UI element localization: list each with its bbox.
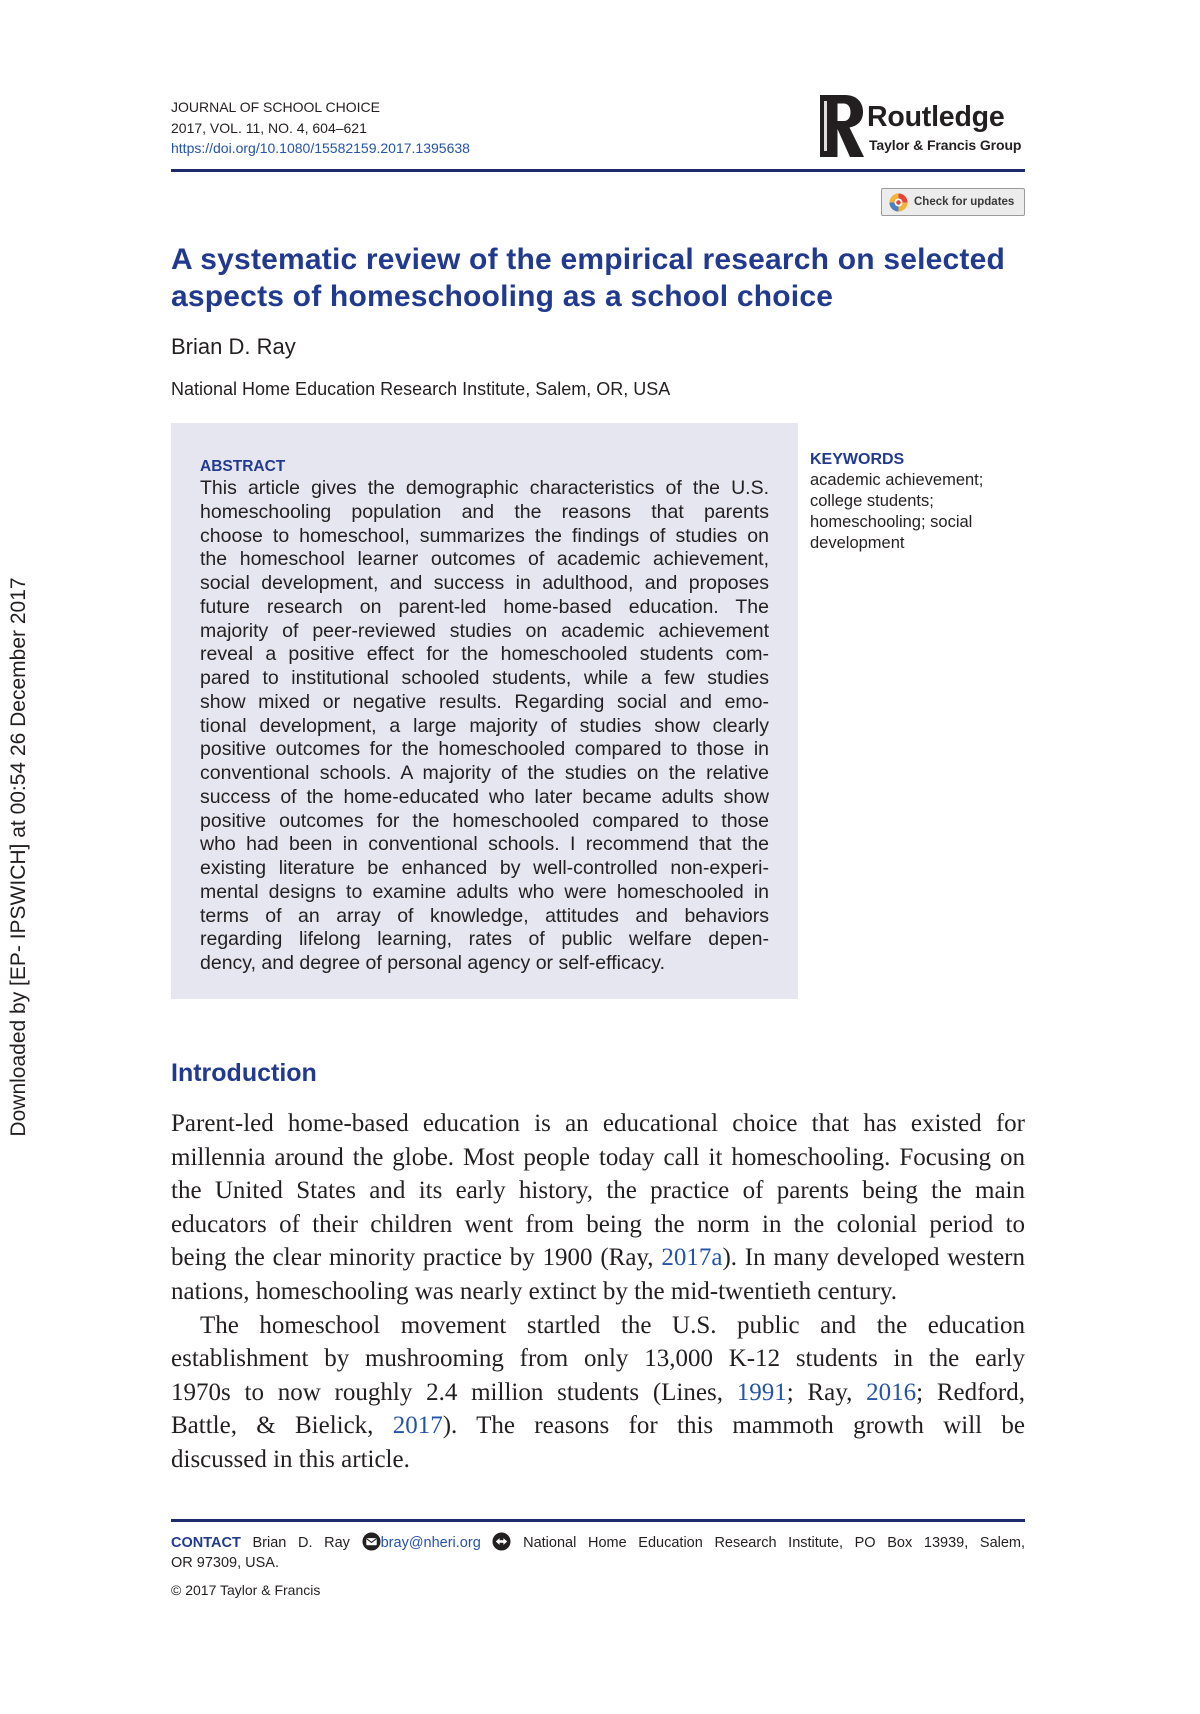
introduction-body (171, 1107, 1025, 1477)
contact-label: CONTACT (171, 1535, 241, 1551)
keyword-line: college students; (810, 492, 934, 510)
body-line: The homeschool movement startled the U.S. public and the education (200, 1311, 1025, 1339)
keywords-heading: KEYWORDS (810, 451, 905, 468)
abstract-line: tional development, a large majority of studies show clearly (200, 714, 769, 737)
keyword-line: development (810, 534, 905, 552)
abstract-line: choose to homeschool, summarizes the findings of studies on (200, 524, 769, 547)
citation-link[interactable]: 2016 (866, 1378, 917, 1406)
abstract-line: future research on parent-led home-based education. The (200, 595, 769, 618)
paragraph (171, 1309, 1025, 1477)
body-line (171, 1376, 1025, 1410)
doi-link[interactable]: https://doi.org/10.1080/15582159.2017.1395638 (171, 140, 470, 156)
check-for-updates-label: Check for updates (914, 196, 1015, 208)
text-segment: ). In many developed western (722, 1244, 1025, 1272)
body-line: millennia around the globe. Most people today call it homeschooling. Focusing on (171, 1143, 1025, 1171)
contact-name: Brian D. Ray (252, 1535, 350, 1551)
body-line: establishment by mushrooming from only 13,000 K-12 students in the early (171, 1345, 1025, 1373)
publisher-group: Taylor & Francis Group (869, 137, 1022, 153)
contact-address: National Home Education Research Institute, PO Box 13939, Salem, (523, 1535, 1026, 1551)
keywords (810, 450, 983, 554)
paragraph (171, 1107, 1025, 1309)
abstract-line: majority of peer-reviewed studies on academic achievement (200, 619, 769, 642)
abstract-line: This article gives the demographic characteristics of the U.S. (200, 477, 769, 499)
contact-line (171, 1532, 1025, 1553)
address-icon (492, 1532, 511, 1551)
journal-info (171, 97, 470, 159)
keyword-line: homeschooling; social (810, 513, 973, 531)
article-title (171, 241, 1005, 315)
contact-email-link[interactable]: bray@nheri.org (380, 1535, 481, 1551)
abstract-line: regarding lifelong learning, rates of public welfare depen- (200, 928, 769, 951)
abstract-line: dency, and degree of personal agency or self-efficacy. (200, 952, 666, 974)
citation-link[interactable]: 1991 (736, 1378, 787, 1406)
journal-volume: 2017, VOL. 11, NO. 4, 604–621 (171, 119, 367, 136)
abstract-line: who had been in conventional schools. I recommend that the (200, 833, 769, 856)
footer-rule (171, 1519, 1025, 1522)
abstract-line: pared to institutional schooled students, while a few studies (200, 667, 769, 689)
title-line: A systematic review of the empirical research on selected (171, 243, 1005, 276)
abstract-heading: ABSTRACT (200, 458, 286, 475)
body-line: discussed in this article. (171, 1445, 410, 1473)
routledge-r-icon (820, 95, 864, 157)
text-segment: being the clear minority practice by 1900 (Ray, (171, 1244, 662, 1272)
text-segment: ). The reasons for this mammoth growth will be (442, 1412, 1025, 1440)
citation-link[interactable]: 2017 (392, 1412, 443, 1440)
body-line: the United States and its early history, the practice of parents being the main (171, 1177, 1025, 1205)
text-segment: 1970s to now roughly 2.4 million students (Lines, (171, 1378, 737, 1406)
abstract-line: reveal a positive effect for the homeschooled students com- (200, 643, 769, 666)
body-line: educators of their children went from being the norm in the colonial period to (171, 1210, 1025, 1238)
body-line: Parent-led home-based education is an educational choice that has existed for (171, 1110, 1025, 1137)
abstract-text (200, 477, 769, 976)
contact-info (171, 1532, 1025, 1573)
abstract-line: homeschooling population and the reasons that parents (200, 500, 769, 523)
abstract-line: positive outcomes for the homeschooled compared to those in (200, 738, 769, 761)
body-line (171, 1241, 1025, 1275)
text-segment: ; Redford, (916, 1378, 1025, 1406)
text-segment: Battle, & Bielick, (171, 1412, 393, 1440)
abstract-line: existing literature be enhanced by well-controlled non-experi- (200, 857, 769, 879)
contact-address-line2: OR 97309, USA. (171, 1555, 279, 1571)
copyright: © 2017 Taylor & Francis (171, 1582, 321, 1598)
check-updates-icon (889, 193, 908, 212)
body-line: nations, homeschooling was nearly extinct by the mid-twentieth century. (171, 1277, 897, 1305)
abstract-line: the homeschool learner outcomes of academic achievement, (200, 548, 769, 571)
abstract-line: success of the home-educated who later became adults show (200, 785, 769, 808)
envelope-icon (362, 1532, 381, 1551)
abstract-line: show mixed or negative results. Regarding social and emo- (200, 690, 769, 713)
abstract-line: conventional schools. A majority of the studies on the relative (200, 762, 769, 784)
download-notice: Downloaded by [EP- IPSWICH] at 00:54 26 December 2017 (7, 577, 30, 1137)
author-affiliation: National Home Education Research Institute, Salem, OR, USA (171, 379, 671, 399)
body-line (171, 1409, 1025, 1443)
text-segment: ; Ray, (786, 1378, 867, 1406)
abstract-line: mental designs to examine adults who were homeschooled in (200, 880, 769, 903)
abstract-line: terms of an array of knowledge, attitudes and behaviors (200, 904, 769, 927)
check-for-updates-button[interactable] (881, 188, 1025, 216)
author-name: Brian D. Ray (171, 334, 296, 359)
abstract-line: positive outcomes for the homeschooled compared to those (200, 809, 769, 832)
header-rule (171, 169, 1025, 172)
section-heading-introduction: Introduction (171, 1059, 317, 1087)
citation-link[interactable]: 2017a (661, 1244, 723, 1272)
title-line: aspects of homeschooling as a school choice (171, 280, 834, 313)
publisher-name: Routledge (867, 101, 1005, 133)
abstract-line: social development, and success in adulthood, and proposes (200, 572, 769, 594)
journal-name: JOURNAL OF SCHOOL CHOICE (171, 99, 380, 115)
keyword-line: academic achievement; (810, 471, 984, 489)
